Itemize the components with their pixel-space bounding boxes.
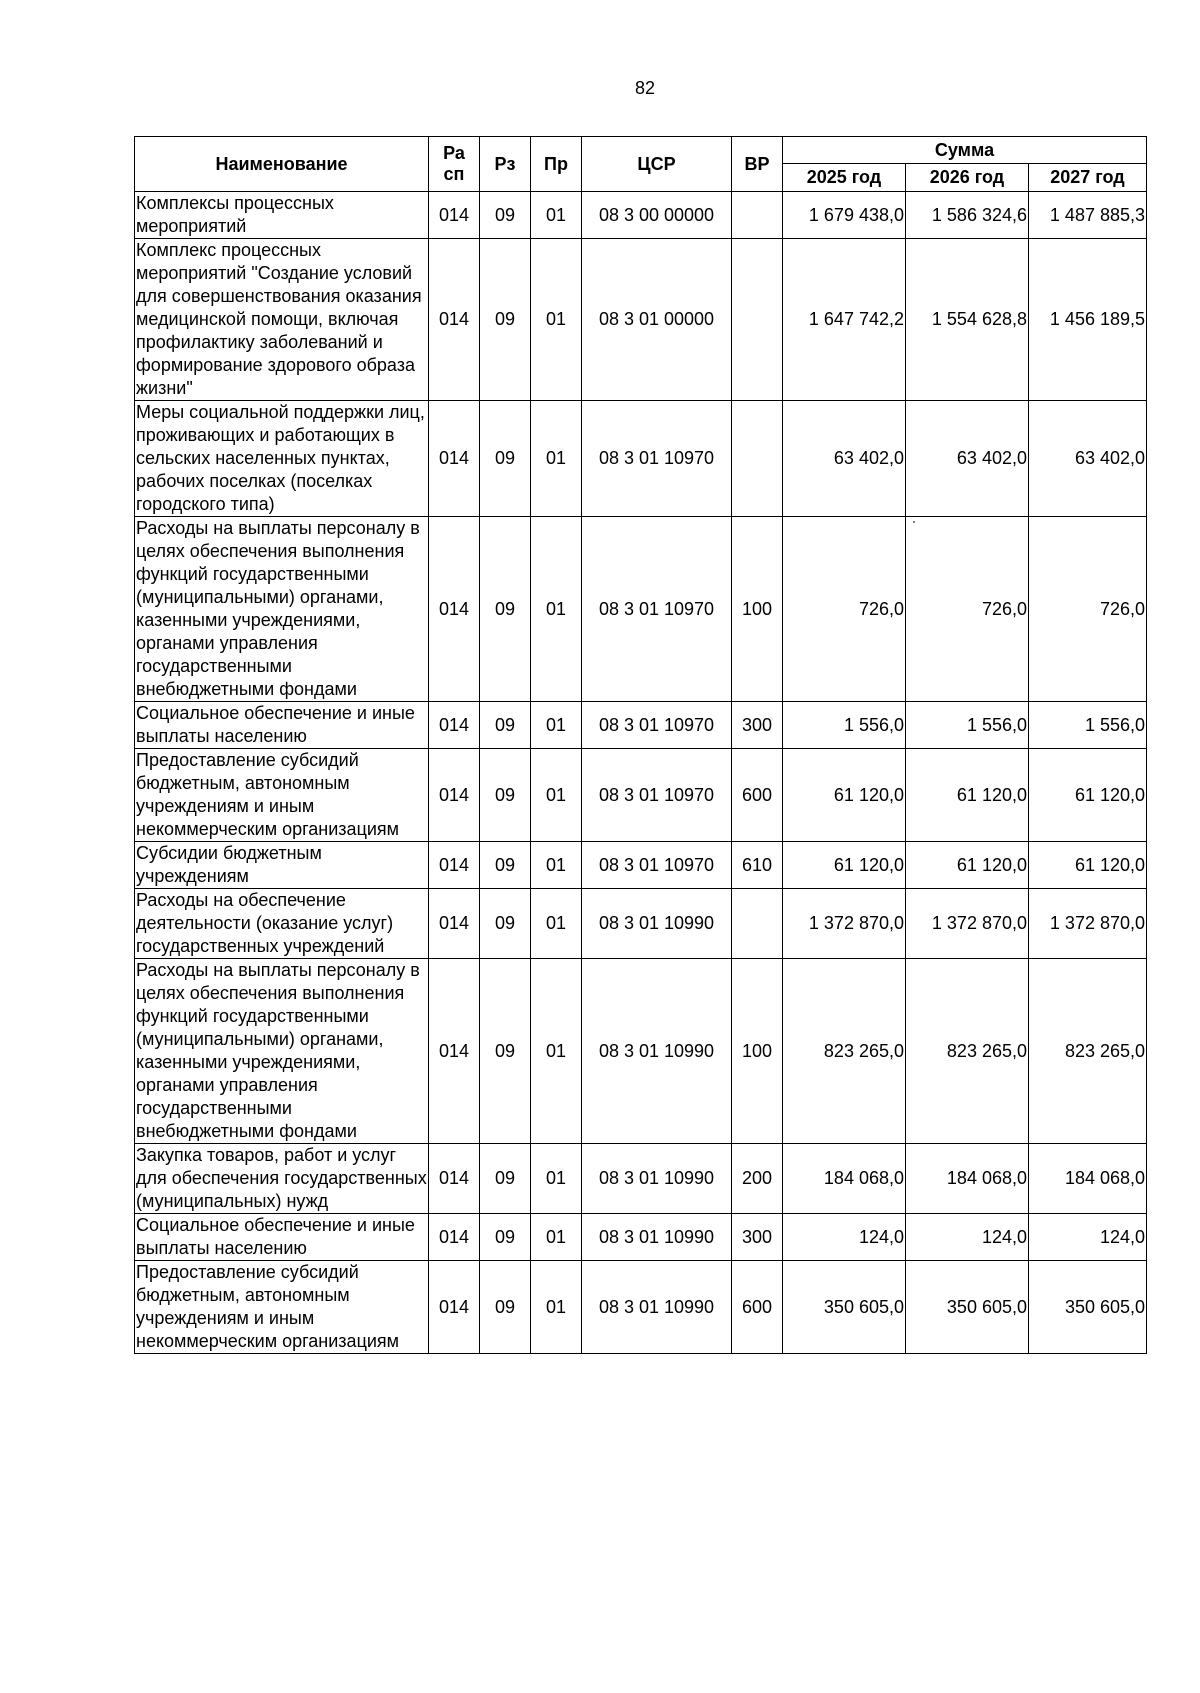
cell-rasp: 014 xyxy=(429,239,480,401)
cell-name: Расходы на выплаты персоналу в целях обеспечения выполнения функций государственными (муниципальными) органами, казенными учреждениями, органами управления государственными внебюджетными фондами xyxy=(135,517,429,702)
cell-y2026: 1 556,0 xyxy=(906,702,1029,749)
cell-rasp: 014 xyxy=(429,749,480,842)
cell-rz: 09 xyxy=(480,749,531,842)
cell-name: Расходы на выплаты персоналу в целях обеспечения выполнения функций государственными (муниципальными) органами, казенными учреждениями, органами управления государственными внебюджетными фондами xyxy=(135,959,429,1144)
cell-pr: 01 xyxy=(531,192,582,239)
cell-csr: 08 3 01 10990 xyxy=(582,889,732,959)
cell-y2026: 124,0 xyxy=(906,1214,1029,1261)
cell-rasp: 014 xyxy=(429,401,480,517)
table-row xyxy=(135,401,1147,517)
cell-vr xyxy=(732,889,783,959)
cell-y2026: 1 372 870,0 xyxy=(906,889,1029,959)
cell-pr: 01 xyxy=(531,1261,582,1354)
cell-rz: 09 xyxy=(480,1144,531,1214)
cell-rasp: 014 xyxy=(429,1214,480,1261)
cell-vr: 300 xyxy=(732,702,783,749)
cell-rasp: 014 xyxy=(429,702,480,749)
table-row xyxy=(135,1144,1147,1214)
cell-y2025: 726,0 xyxy=(783,517,906,702)
cell-vr: 100 xyxy=(732,517,783,702)
cell-name: Социальное обеспечение и иные выплаты населению xyxy=(135,702,429,749)
cell-y2025: 184 068,0 xyxy=(783,1144,906,1214)
table-row xyxy=(135,239,1147,401)
cell-name: Предоставление субсидий бюджетным, автономным учреждениям и иным некоммерческим организациям xyxy=(135,1261,429,1354)
cell-name: Комплекс процессных мероприятий "Создание условий для совершенствования оказания медицинской помощи, включая профилактику заболеваний и формирование здорового образа жизни" xyxy=(135,239,429,401)
budget-table xyxy=(134,136,1147,1354)
cell-y2025: 350 605,0 xyxy=(783,1261,906,1354)
cell-csr: 08 3 01 10970 xyxy=(582,517,732,702)
cell-vr: 600 xyxy=(732,749,783,842)
cell-y2027: 63 402,0 xyxy=(1029,401,1147,517)
cell-y2026: 1 586 324,6 xyxy=(906,192,1029,239)
cell-y2027: 61 120,0 xyxy=(1029,749,1147,842)
cell-rz: 09 xyxy=(480,842,531,889)
header-name: Наименование xyxy=(135,137,429,192)
cell-y2027: 184 068,0 xyxy=(1029,1144,1147,1214)
cell-rasp: 014 xyxy=(429,889,480,959)
header-vr: ВР xyxy=(732,137,783,192)
cell-y2025: 1 647 742,2 xyxy=(783,239,906,401)
header-rz: Рз xyxy=(480,137,531,192)
header-2025: 2025 год xyxy=(783,164,906,192)
header-2026: 2026 год xyxy=(906,164,1029,192)
cell-vr: 600 xyxy=(732,1261,783,1354)
header-csr: ЦСР xyxy=(582,137,732,192)
cell-y2025: 63 402,0 xyxy=(783,401,906,517)
cell-name: Социальное обеспечение и иные выплаты населению xyxy=(135,1214,429,1261)
cell-csr: 08 3 01 10970 xyxy=(582,702,732,749)
cell-y2025: 61 120,0 xyxy=(783,842,906,889)
table-row xyxy=(135,192,1147,239)
cell-y2025: 1 679 438,0 xyxy=(783,192,906,239)
cell-pr: 01 xyxy=(531,749,582,842)
table-header xyxy=(135,137,1147,192)
cell-csr: 08 3 00 00000 xyxy=(582,192,732,239)
table-row xyxy=(135,889,1147,959)
cell-rasp: 014 xyxy=(429,842,480,889)
table-body xyxy=(135,192,1147,1354)
cell-y2026: 61 120,0 xyxy=(906,842,1029,889)
cell-pr: 01 xyxy=(531,842,582,889)
cell-vr: 100 xyxy=(732,959,783,1144)
cell-y2027: 1 372 870,0 xyxy=(1029,889,1147,959)
cell-rasp: 014 xyxy=(429,959,480,1144)
cell-y2027: 124,0 xyxy=(1029,1214,1147,1261)
cell-pr: 01 xyxy=(531,517,582,702)
cell-y2027: 350 605,0 xyxy=(1029,1261,1147,1354)
cell-y2026: 726,0 xyxy=(906,517,1029,702)
cell-vr: 610 xyxy=(732,842,783,889)
cell-pr: 01 xyxy=(531,1144,582,1214)
cell-y2026: 1 554 628,8 xyxy=(906,239,1029,401)
cell-name: Комплексы процессных мероприятий xyxy=(135,192,429,239)
cell-y2026: 184 068,0 xyxy=(906,1144,1029,1214)
cell-y2025: 1 556,0 xyxy=(783,702,906,749)
cell-rz: 09 xyxy=(480,192,531,239)
cell-vr xyxy=(732,192,783,239)
cell-y2026: 63 402,0 xyxy=(906,401,1029,517)
cell-rasp: 014 xyxy=(429,192,480,239)
cell-rz: 09 xyxy=(480,517,531,702)
header-rasp: Ра сп xyxy=(429,137,480,192)
table-row xyxy=(135,959,1147,1144)
cell-rasp: 014 xyxy=(429,1144,480,1214)
cell-vr xyxy=(732,401,783,517)
table-row xyxy=(135,702,1147,749)
cell-pr: 01 xyxy=(531,401,582,517)
cell-csr: 08 3 01 10970 xyxy=(582,842,732,889)
page-number: 82 xyxy=(634,78,656,98)
cell-pr: 01 xyxy=(531,702,582,749)
scan-speck xyxy=(913,521,915,523)
cell-y2025: 61 120,0 xyxy=(783,749,906,842)
cell-csr: 08 3 01 10970 xyxy=(582,401,732,517)
table-row xyxy=(135,1214,1147,1261)
cell-csr: 08 3 01 10990 xyxy=(582,959,732,1144)
cell-y2027: 1 556,0 xyxy=(1029,702,1147,749)
cell-y2027: 823 265,0 xyxy=(1029,959,1147,1144)
cell-vr: 200 xyxy=(732,1144,783,1214)
cell-pr: 01 xyxy=(531,889,582,959)
cell-name: Субсидии бюджетным учреждениям xyxy=(135,842,429,889)
cell-y2027: 1 487 885,3 xyxy=(1029,192,1147,239)
cell-csr: 08 3 01 10990 xyxy=(582,1214,732,1261)
table-row xyxy=(135,842,1147,889)
cell-rz: 09 xyxy=(480,702,531,749)
cell-y2026: 350 605,0 xyxy=(906,1261,1029,1354)
cell-csr: 08 3 01 00000 xyxy=(582,239,732,401)
cell-name: Закупка товаров, работ и услуг для обеспечения государственных (муниципальных) нужд xyxy=(135,1144,429,1214)
cell-y2026: 823 265,0 xyxy=(906,959,1029,1144)
cell-y2027: 61 120,0 xyxy=(1029,842,1147,889)
cell-y2025: 823 265,0 xyxy=(783,959,906,1144)
cell-y2027: 1 456 189,5 xyxy=(1029,239,1147,401)
cell-rz: 09 xyxy=(480,239,531,401)
header-sum: Сумма xyxy=(783,137,1147,164)
cell-rz: 09 xyxy=(480,1214,531,1261)
cell-rz: 09 xyxy=(480,401,531,517)
cell-name: Расходы на обеспечение деятельности (оказание услуг) государственных учреждений xyxy=(135,889,429,959)
cell-pr: 01 xyxy=(531,1214,582,1261)
cell-pr: 01 xyxy=(531,959,582,1144)
cell-name: Меры социальной поддержки лиц, проживающих и работающих в сельских населенных пунктах, рабочих поселках (поселках городского типа) xyxy=(135,401,429,517)
cell-vr xyxy=(732,239,783,401)
cell-csr: 08 3 01 10970 xyxy=(582,749,732,842)
cell-rz: 09 xyxy=(480,889,531,959)
table-row xyxy=(135,517,1147,702)
cell-name: Предоставление субсидий бюджетным, автономным учреждениям и иным некоммерческим организациям xyxy=(135,749,429,842)
cell-csr: 08 3 01 10990 xyxy=(582,1144,732,1214)
cell-rz: 09 xyxy=(480,1261,531,1354)
table-row xyxy=(135,1261,1147,1354)
cell-rasp: 014 xyxy=(429,517,480,702)
cell-y2025: 124,0 xyxy=(783,1214,906,1261)
table-row xyxy=(135,749,1147,842)
cell-csr: 08 3 01 10990 xyxy=(582,1261,732,1354)
cell-y2027: 726,0 xyxy=(1029,517,1147,702)
cell-rasp: 014 xyxy=(429,1261,480,1354)
cell-y2026: 61 120,0 xyxy=(906,749,1029,842)
header-2027: 2027 год xyxy=(1029,164,1147,192)
cell-y2025: 1 372 870,0 xyxy=(783,889,906,959)
cell-vr: 300 xyxy=(732,1214,783,1261)
cell-pr: 01 xyxy=(531,239,582,401)
cell-rz: 09 xyxy=(480,959,531,1144)
header-pr: Пр xyxy=(531,137,582,192)
